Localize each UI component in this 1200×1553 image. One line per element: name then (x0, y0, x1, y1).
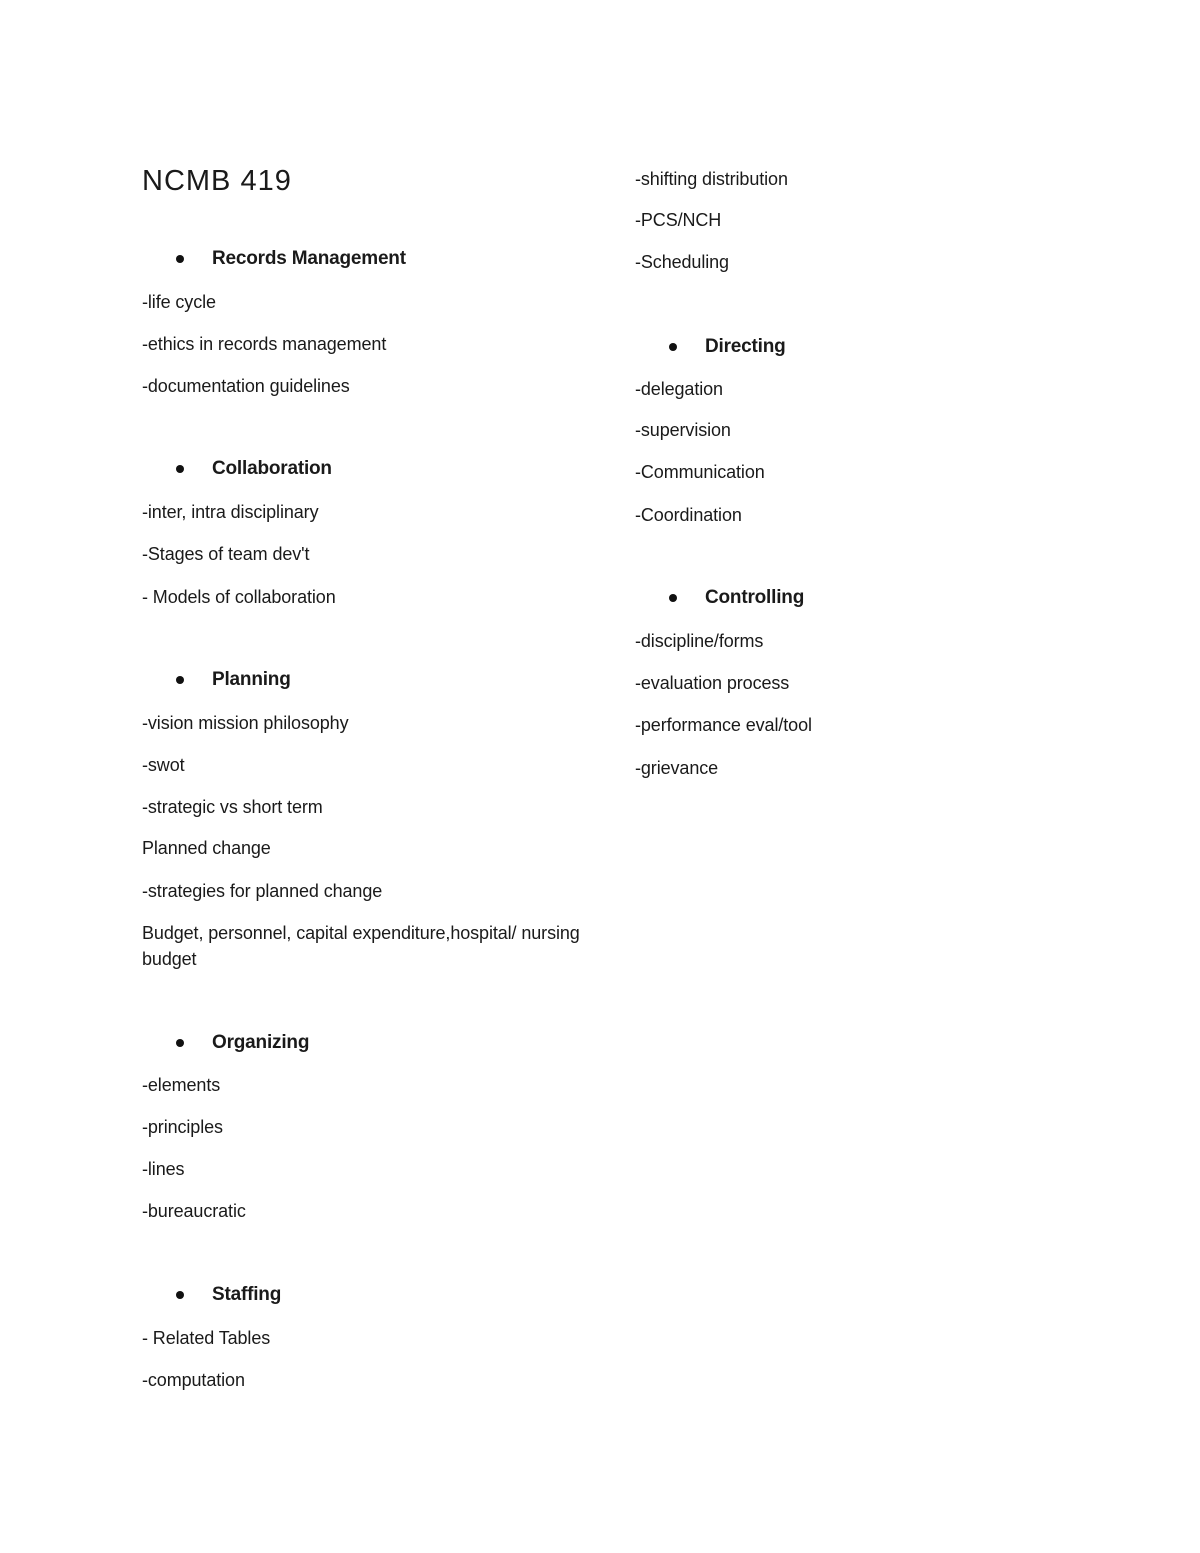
list-item: -strategies for planned change (142, 881, 383, 901)
section-heading-planning: Planning (212, 667, 291, 693)
list-item: Budget, personnel, capital expenditure,hospital/ nursing budget (142, 923, 580, 969)
list-item: -bureaucratic (142, 1201, 246, 1221)
list-item: -Coordination (635, 505, 742, 525)
bullet-icon (669, 594, 677, 602)
list-item: -supervision (635, 420, 731, 440)
list-item: -shifting distribution (635, 169, 788, 189)
list-item: -inter, intra disciplinary (142, 502, 319, 522)
section-heading-records-management: Records Management (212, 246, 406, 272)
list-item: Planned change (142, 838, 271, 858)
list-item: -swot (142, 755, 185, 775)
bullet-icon (669, 343, 677, 351)
bullet-icon (176, 1039, 184, 1047)
section-heading-controlling: Controlling (705, 585, 804, 611)
bullet-icon (176, 676, 184, 684)
list-item: -performance eval/tool (635, 715, 812, 735)
list-item: -PCS/NCH (635, 210, 722, 230)
list-item: -life cycle (142, 292, 216, 312)
list-item: -strategic vs short term (142, 797, 323, 817)
list-item: -ethics in records management (142, 334, 387, 354)
list-item: -grievance (635, 758, 719, 778)
list-item: -Scheduling (635, 252, 729, 272)
bullet-icon (176, 1291, 184, 1299)
list-item: - Related Tables (142, 1328, 271, 1348)
section-heading-staffing: Staffing (212, 1282, 281, 1308)
bullet-icon (176, 465, 184, 473)
list-item: -lines (142, 1159, 185, 1179)
section-heading-directing: Directing (705, 334, 786, 360)
list-item: -Communication (635, 462, 765, 482)
list-item: -computation (142, 1370, 245, 1390)
list-item: -documentation guidelines (142, 376, 350, 396)
list-item: -delegation (635, 379, 723, 399)
list-item: -elements (142, 1075, 221, 1095)
list-item: -principles (142, 1117, 223, 1137)
list-item: -discipline/forms (635, 631, 764, 651)
list-item: -vision mission philosophy (142, 713, 349, 733)
list-item: - Models of collaboration (142, 587, 336, 607)
page-title: NCMB 419 (142, 165, 292, 197)
list-item: -Stages of team dev't (142, 544, 310, 564)
bullet-icon (176, 255, 184, 263)
list-item: -evaluation process (635, 673, 790, 693)
section-heading-collaboration: Collaboration (212, 456, 332, 482)
section-heading-organizing: Organizing (212, 1030, 309, 1056)
